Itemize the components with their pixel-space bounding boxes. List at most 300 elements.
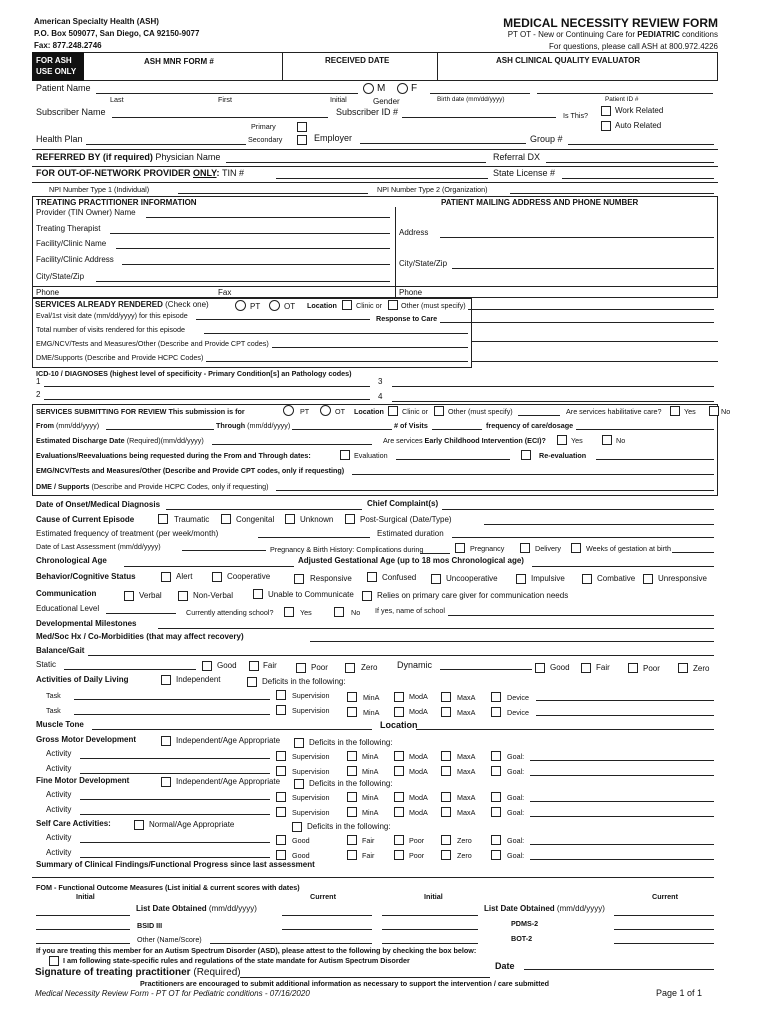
habilitative-no-checkbox[interactable]	[709, 406, 719, 416]
static-zero-label: Zero	[361, 663, 378, 672]
onset-label: Date of Onset/Medical Diagnosis	[36, 500, 161, 509]
task-maxa-label-2: MaxA	[457, 708, 476, 717]
confused-checkbox[interactable]	[367, 572, 377, 582]
bot-initial[interactable]	[382, 943, 478, 944]
fine-opt-label-2-4: MaxA	[457, 808, 476, 817]
muscle-tone-label: Muscle Tone	[36, 720, 84, 729]
reevaluation-field[interactable]	[596, 459, 714, 460]
summary-field[interactable]	[32, 877, 714, 878]
education-field[interactable]	[106, 613, 176, 614]
alert-label: Alert	[176, 572, 193, 581]
habilitative-label: Are services habilitative care?	[566, 407, 662, 416]
total-visits-label: Total number of visits rendered for this episode	[36, 325, 186, 334]
self-opt-checkbox-2-3[interactable]	[394, 850, 404, 860]
balance-field[interactable]	[88, 655, 714, 656]
task-device-checkbox-2[interactable]	[491, 707, 501, 717]
self-opt-label-1-4: Zero	[457, 836, 472, 845]
gross-opt-label-1-5: Goal:	[507, 752, 525, 761]
dynamic-poor-checkbox[interactable]	[628, 663, 638, 673]
frequency-label: frequency of care/dosage	[486, 421, 574, 430]
fine-opt-checkbox-1-4[interactable]	[441, 792, 451, 802]
rendered-ot-label: OT	[284, 302, 296, 311]
patient-name-label: Patient Name	[36, 83, 91, 93]
visits-field[interactable]	[432, 429, 482, 430]
employer-field[interactable]	[360, 143, 526, 144]
fine-opt-label-1-1: Supervision	[292, 793, 330, 802]
task-field-1[interactable]	[74, 699, 270, 700]
fine-opt-checkbox-2-4[interactable]	[441, 807, 451, 817]
fine-opt-checkbox-1-2[interactable]	[347, 792, 357, 802]
nonverbal-label: Non-Verbal	[193, 591, 234, 600]
fine-activity-field-1[interactable]	[80, 799, 270, 800]
static-poor-label: Poor	[311, 663, 328, 672]
gross-opt-checkbox-1-3[interactable]	[394, 751, 404, 761]
gender-f-radio[interactable]	[397, 83, 408, 94]
task-moda-checkbox-1[interactable]	[394, 692, 404, 702]
physician-field[interactable]	[226, 162, 486, 163]
fine-goal-field-2[interactable]	[530, 816, 714, 817]
asd-following-text: I am following state-specific rules and regulations of the state mandate for Autism Spectrum Disorder	[63, 956, 410, 965]
fine-deficits-checkbox[interactable]	[294, 779, 304, 789]
submitting-clinic-label: Clinic or	[402, 407, 428, 416]
rendered-pt-radio[interactable]	[235, 300, 246, 311]
asd-attest-checkbox[interactable]	[49, 956, 59, 966]
response-field[interactable]	[440, 322, 714, 323]
received-field[interactable]	[286, 69, 434, 78]
from-label: From (mm/dd/yyyy)	[36, 421, 100, 430]
dynamic-fair-label: Fair	[596, 663, 610, 672]
reevaluation-checkbox[interactable]	[521, 450, 531, 460]
task-supervision-checkbox-2[interactable]	[276, 705, 286, 715]
signature-field[interactable]	[240, 977, 490, 978]
patient-id-field[interactable]	[537, 93, 713, 94]
impulsive-checkbox[interactable]	[516, 574, 526, 584]
school-no-checkbox[interactable]	[334, 607, 344, 617]
tin-field[interactable]	[276, 178, 488, 179]
rendered-other-checkbox[interactable]	[388, 300, 398, 310]
fine-activity-label-1: Activity	[46, 790, 72, 799]
verbal-checkbox[interactable]	[124, 591, 134, 601]
facility-address-field[interactable]	[122, 264, 390, 265]
icd-1-field[interactable]	[44, 386, 370, 387]
icd-4-field[interactable]	[392, 401, 714, 402]
communication-label: Communication	[36, 589, 97, 598]
bot-label: BOT-2	[511, 934, 533, 943]
pregnancy-hx-field[interactable]	[420, 553, 450, 554]
weeks-checkbox[interactable]	[571, 543, 581, 553]
initial-label: Initial	[330, 95, 347, 104]
gross-opt-checkbox-2-5[interactable]	[491, 766, 501, 776]
gender-m-radio[interactable]	[363, 83, 374, 94]
self-opt-checkbox-1-1[interactable]	[276, 835, 286, 845]
practitioner-city-field[interactable]	[96, 281, 390, 282]
dynamic-good-checkbox[interactable]	[535, 663, 545, 673]
nonverbal-checkbox[interactable]	[178, 591, 188, 601]
bsid-current[interactable]	[282, 929, 372, 930]
gross-opt-checkbox-1-2[interactable]	[347, 751, 357, 761]
npi2-field[interactable]	[510, 193, 714, 194]
adjusted-field[interactable]	[532, 566, 714, 567]
fom-initial-date-2[interactable]	[382, 915, 478, 916]
icd-3-field[interactable]	[392, 386, 714, 387]
health-plan-field[interactable]	[86, 144, 246, 145]
fine-appropriate-label: Independent/Age Appropriate	[176, 777, 281, 786]
adl-label: Activities of Daily Living	[36, 675, 129, 684]
encouraged-text: Practitioners are encouraged to submit additional information as necessary to support the intervention / care submitted	[140, 979, 549, 988]
fine-opt-checkbox-2-3[interactable]	[394, 807, 404, 817]
fine-opt-checkbox-1-3[interactable]	[394, 792, 404, 802]
cause-label: Cause of Current Episode	[36, 515, 135, 524]
secondary-checkbox[interactable]	[297, 135, 307, 145]
gross-opt-label-2-5: Goal:	[507, 767, 525, 776]
self-opt-checkbox-1-4[interactable]	[441, 835, 451, 845]
fine-activity-field-2[interactable]	[80, 814, 270, 815]
self-opt-checkbox-2-5[interactable]	[491, 850, 501, 860]
eval-date-field[interactable]	[196, 319, 370, 320]
facility-name-field[interactable]	[116, 248, 390, 249]
static-fair-label: Fair	[263, 661, 277, 670]
fom-initial-date-1[interactable]	[36, 915, 130, 916]
rendered-clinic-checkbox[interactable]	[342, 300, 352, 310]
bot-current[interactable]	[614, 943, 714, 944]
npi1-field[interactable]	[178, 193, 368, 194]
eval-date-label: Eval/1st visit date (mm/dd/yyyy) for this episode	[36, 311, 188, 320]
icd-2-field[interactable]	[44, 399, 370, 400]
evaluation-field[interactable]	[396, 459, 510, 460]
mailing-heading: PATIENT MAILING ADDRESS AND PHONE NUMBER	[441, 198, 639, 207]
fine-opt-label-1-5: Goal:	[507, 793, 525, 802]
self-activity-field-1[interactable]	[80, 842, 270, 843]
congenital-checkbox[interactable]	[221, 514, 231, 524]
work-related-label: Work Related	[615, 106, 664, 115]
self-opt-checkbox-2-2[interactable]	[347, 850, 357, 860]
task-supervision-label-2: Supervision	[292, 706, 330, 715]
submitting-pt-radio[interactable]	[283, 405, 294, 416]
date-field[interactable]	[524, 969, 714, 970]
gross-opt-label-2-2: MinA	[362, 767, 379, 776]
provider-label: Provider (TIN Owner) Name	[36, 208, 136, 217]
task-mina-checkbox-2[interactable]	[347, 707, 357, 717]
est-dur-field[interactable]	[452, 537, 714, 538]
rendered-location-label: Location	[307, 301, 337, 310]
self-deficits-checkbox[interactable]	[292, 822, 302, 832]
est-freq-field[interactable]	[258, 537, 370, 538]
self-opt-label-1-3: Poor	[409, 836, 425, 845]
task-device-checkbox-1[interactable]	[491, 692, 501, 702]
unresponsive-checkbox[interactable]	[643, 574, 653, 584]
bsid-initial[interactable]	[36, 929, 130, 930]
self-opt-checkbox-1-3[interactable]	[394, 835, 404, 845]
total-visits-field[interactable]	[204, 333, 468, 334]
dynamic-label: Dynamic	[397, 660, 433, 670]
muscle-tone-field[interactable]	[92, 729, 372, 730]
self-title: Self Care Activities:	[36, 819, 111, 828]
pdms-current[interactable]	[614, 929, 714, 930]
congenital-label: Congenital	[236, 515, 275, 524]
last-assess-field[interactable]	[182, 550, 266, 551]
evaluator-field[interactable]	[441, 69, 715, 78]
combative-checkbox[interactable]	[582, 574, 592, 584]
gross-appropriate-label: Independent/Age Appropriate	[176, 736, 281, 745]
rendered-ot-radio[interactable]	[269, 300, 280, 311]
evaluation-checkbox[interactable]	[340, 450, 350, 460]
referred-by-label: REFERRED BY (if required) Physician Name	[36, 152, 221, 162]
school-yes-checkbox[interactable]	[284, 607, 294, 617]
uncooperative-label: Uncooperative	[446, 574, 498, 583]
submitting-emg-label: EMG/NCV/Tests and Measures/Other (Describe and Provide CPT codes, only if requesting)	[36, 466, 345, 475]
traumatic-checkbox[interactable]	[158, 514, 168, 524]
gross-opt-checkbox-2-3[interactable]	[394, 766, 404, 776]
dynamic-poor-label: Poor	[643, 664, 660, 673]
responsive-checkbox[interactable]	[294, 574, 304, 584]
delivery-label: Delivery	[535, 544, 561, 553]
task-moda-checkbox-2[interactable]	[394, 707, 404, 717]
task-supervision-label-1: Supervision	[292, 691, 330, 700]
gross-deficits-checkbox[interactable]	[294, 738, 304, 748]
submitting-other-checkbox[interactable]	[434, 406, 444, 416]
pregnancy-hx-label: Pregnancy & Birth History: Complications during	[270, 545, 424, 554]
task-moda-label-2: ModA	[409, 707, 428, 716]
rendered-extra-line1[interactable]	[472, 341, 718, 342]
form-title: MEDICAL NECESSITY REVIEW FORM	[503, 16, 718, 30]
submitting-other-field[interactable]	[518, 415, 560, 416]
gross-opt-label-1-4: MaxA	[457, 752, 476, 761]
rendered-emg-field[interactable]	[272, 347, 468, 348]
fine-opt-label-2-3: ModA	[409, 808, 428, 817]
milestones-field[interactable]	[158, 628, 714, 629]
cooperative-checkbox[interactable]	[212, 572, 222, 582]
eci-no-checkbox[interactable]	[602, 435, 612, 445]
dynamic-zero-checkbox[interactable]	[678, 663, 688, 673]
static-zero-checkbox[interactable]	[345, 663, 355, 673]
medsoc-field[interactable]	[310, 641, 714, 642]
other-score-label: Other (Name/Score)	[137, 935, 202, 944]
delivery-checkbox[interactable]	[520, 543, 530, 553]
habilitative-yes-checkbox[interactable]	[670, 406, 680, 416]
self-goal-field-1[interactable]	[530, 844, 714, 845]
relies-label: Relies on primary care giver for communication needs	[377, 591, 569, 600]
mailing-address-field[interactable]	[440, 237, 714, 238]
gross-activity-field-2[interactable]	[80, 773, 270, 774]
dynamic-field[interactable]	[440, 669, 532, 670]
gross-goal-field-2[interactable]	[530, 775, 714, 776]
gross-opt-checkbox-2-4[interactable]	[441, 766, 451, 776]
other-initial[interactable]	[36, 943, 130, 944]
therapist-field[interactable]	[110, 233, 390, 234]
adl-independent-checkbox[interactable]	[161, 675, 171, 685]
work-related-checkbox[interactable]	[601, 106, 611, 116]
gross-opt-checkbox-1-1[interactable]	[276, 751, 286, 761]
fine-opt-checkbox-2-5[interactable]	[491, 807, 501, 817]
birthdate-label: Birth date (mm/dd/yyyy)	[437, 96, 505, 103]
eci-no-label: No	[616, 436, 626, 445]
school-name-field[interactable]	[448, 615, 714, 616]
gross-opt-label-2-4: MaxA	[457, 767, 476, 776]
pdms-initial[interactable]	[382, 929, 478, 930]
subscriber-name-field[interactable]	[112, 117, 328, 118]
behavior-label: Behavior/Cognitive Status	[36, 572, 136, 581]
gross-activity-field-1[interactable]	[80, 758, 270, 759]
static-field[interactable]	[64, 669, 196, 670]
state-license-field[interactable]	[562, 178, 714, 179]
fine-opt-checkbox-1-5[interactable]	[491, 792, 501, 802]
fine-opt-label-1-3: ModA	[409, 793, 428, 802]
weeks-field[interactable]	[672, 552, 714, 553]
pdms-label: PDMS-2	[511, 919, 539, 928]
chrono-field[interactable]	[124, 566, 294, 567]
submitting-emg-field[interactable]	[352, 474, 714, 475]
task-device-field-2[interactable]	[536, 715, 714, 716]
auto-related-checkbox[interactable]	[601, 121, 611, 131]
primary-checkbox[interactable]	[297, 122, 307, 132]
fine-opt-checkbox-1-1[interactable]	[276, 792, 286, 802]
eci-yes-checkbox[interactable]	[557, 435, 567, 445]
questions-phone: For questions, please call ASH at 800.972.4226	[549, 42, 718, 51]
self-opt-label-2-1: Good	[292, 851, 310, 860]
patient-name-field[interactable]	[96, 93, 358, 94]
task-moda-label-1: ModA	[409, 692, 428, 701]
discharge-field[interactable]	[212, 444, 372, 445]
gross-opt-checkbox-1-4[interactable]	[441, 751, 451, 761]
self-opt-checkbox-2-1[interactable]	[276, 850, 286, 860]
self-activity-label-1: Activity	[46, 833, 72, 842]
static-good-checkbox[interactable]	[202, 661, 212, 671]
fine-goal-field-1[interactable]	[530, 801, 714, 802]
task-field-2[interactable]	[74, 714, 270, 715]
pregnancy-checkbox[interactable]	[455, 543, 465, 553]
school-label: Currently attending school?	[186, 608, 274, 617]
unable-checkbox[interactable]	[253, 589, 263, 599]
unknown-checkbox[interactable]	[285, 514, 295, 524]
task-device-field-1[interactable]	[536, 700, 714, 701]
fom-current-date-1[interactable]	[282, 915, 372, 916]
asd-attest-text: If you are treating this member for an Autism Spectrum Disorder (ASD), please attest to the following by checking the box below:	[36, 946, 477, 955]
muscle-location-field[interactable]	[416, 729, 714, 730]
gross-title: Gross Motor Development	[36, 735, 137, 744]
referral-dx-field[interactable]	[546, 162, 714, 163]
rendered-dme-field[interactable]	[206, 361, 468, 362]
through-field[interactable]	[292, 429, 392, 430]
verbal-label: Verbal	[139, 591, 162, 600]
gender-f-label: F	[411, 83, 418, 94]
gross-opt-checkbox-1-5[interactable]	[491, 751, 501, 761]
visits-label: # of Visits	[394, 421, 428, 430]
education-label: Educational Level	[36, 604, 100, 613]
relies-checkbox[interactable]	[362, 591, 372, 601]
static-fair-checkbox[interactable]	[249, 661, 259, 671]
mailing-city-field[interactable]	[452, 268, 714, 269]
rendered-pt-label: PT	[250, 302, 261, 311]
submitting-clinic-checkbox[interactable]	[388, 406, 398, 416]
subscriber-name-label: Subscriber Name	[36, 107, 106, 117]
gross-goal-field-1[interactable]	[530, 760, 714, 761]
group-label: Group #	[530, 134, 563, 144]
task-label-1: Task	[46, 691, 61, 700]
uncooperative-checkbox[interactable]	[431, 574, 441, 584]
self-activity-label-2: Activity	[46, 848, 72, 857]
gross-deficits-label: Deficits in the following:	[309, 738, 393, 747]
est-freq-label: Estimated frequency of treatment (per week/month)	[36, 529, 219, 538]
self-opt-label-2-2: Fair	[362, 851, 375, 860]
fom-list-date-2: List Date Obtained (mm/dd/yyyy)	[484, 904, 605, 913]
other-current[interactable]	[210, 943, 372, 944]
self-opt-checkbox-2-4[interactable]	[441, 850, 451, 860]
out-network-label: FOR OUT-OF-NETWORK PROVIDER ONLY: TIN #	[36, 168, 245, 178]
mnr-field[interactable]	[87, 69, 277, 78]
habilitative-yes-label: Yes	[684, 407, 696, 416]
rendered-other-label: Other (must specify)	[401, 301, 466, 310]
task-mina-label-2: MinA	[363, 708, 380, 717]
footer-form-name: Medical Necessity Review Form - PT OT for Pediatric conditions - 07/16/2020	[35, 989, 310, 998]
self-opt-label-2-3: Poor	[409, 851, 425, 860]
self-goal-field-2[interactable]	[530, 859, 714, 860]
from-field[interactable]	[106, 429, 214, 430]
eci-yes-label: Yes	[571, 436, 583, 445]
task-supervision-checkbox-1[interactable]	[276, 690, 286, 700]
dynamic-fair-checkbox[interactable]	[581, 663, 591, 673]
auto-related-label: Auto Related	[615, 121, 662, 130]
unable-label: Unable to Communicate	[268, 590, 354, 599]
submitting-dme-field[interactable]	[276, 490, 714, 491]
frequency-field[interactable]	[576, 429, 714, 430]
fine-opt-label-1-4: MaxA	[457, 793, 476, 802]
org-name: American Specialty Health (ASH)	[34, 17, 159, 26]
submitting-other-label: Other (must specify)	[448, 407, 513, 416]
self-appropriate-checkbox[interactable]	[134, 820, 144, 830]
adjusted-label: Adjusted Gestational Age (up to 18 mos Chronological age)	[298, 556, 524, 565]
fine-opt-checkbox-2-2[interactable]	[347, 807, 357, 817]
self-activity-field-2[interactable]	[80, 857, 270, 858]
fom-current-date-2[interactable]	[614, 915, 714, 916]
birthdate-field[interactable]	[430, 93, 530, 94]
evaluation-label: Evaluation	[354, 451, 388, 460]
referral-dx-label: Referral DX	[493, 152, 541, 162]
rendered-extra-line2[interactable]	[472, 361, 718, 362]
response-label: Response to Care	[376, 314, 438, 323]
static-poor-checkbox[interactable]	[296, 663, 306, 673]
adl-deficits-checkbox[interactable]	[247, 677, 257, 687]
secondary-label: Secondary	[248, 135, 283, 144]
postsurg-field[interactable]	[484, 524, 714, 525]
chief-field[interactable]	[442, 509, 714, 510]
fine-opt-checkbox-2-1[interactable]	[276, 807, 286, 817]
self-opt-checkbox-1-5[interactable]	[491, 835, 501, 845]
adl-deficits-label: Deficits in the following:	[262, 677, 346, 686]
alert-checkbox[interactable]	[161, 572, 171, 582]
self-opt-label-1-2: Fair	[362, 836, 375, 845]
fine-opt-label-2-2: MinA	[362, 808, 379, 817]
task-maxa-checkbox-1[interactable]	[441, 692, 451, 702]
gross-opt-checkbox-2-1[interactable]	[276, 766, 286, 776]
onset-field[interactable]	[166, 509, 362, 510]
gross-opt-label-1-1: Supervision	[292, 752, 330, 761]
rendered-other-field[interactable]	[468, 309, 714, 310]
self-opt-checkbox-1-2[interactable]	[347, 835, 357, 845]
date-label: Date	[495, 961, 515, 971]
group-field[interactable]	[568, 144, 714, 145]
gross-opt-checkbox-2-2[interactable]	[347, 766, 357, 776]
provider-field[interactable]	[146, 217, 390, 218]
task-maxa-label-1: MaxA	[457, 693, 476, 702]
task-mina-checkbox-1[interactable]	[347, 692, 357, 702]
fine-appropriate-checkbox[interactable]	[161, 777, 171, 787]
subscriber-id-field[interactable]	[402, 117, 556, 118]
practitioner-fax-label: Fax	[218, 288, 232, 297]
submitting-ot-radio[interactable]	[320, 405, 331, 416]
postsurg-checkbox[interactable]	[345, 514, 355, 524]
gross-appropriate-checkbox[interactable]	[161, 736, 171, 746]
task-maxa-checkbox-2[interactable]	[441, 707, 451, 717]
